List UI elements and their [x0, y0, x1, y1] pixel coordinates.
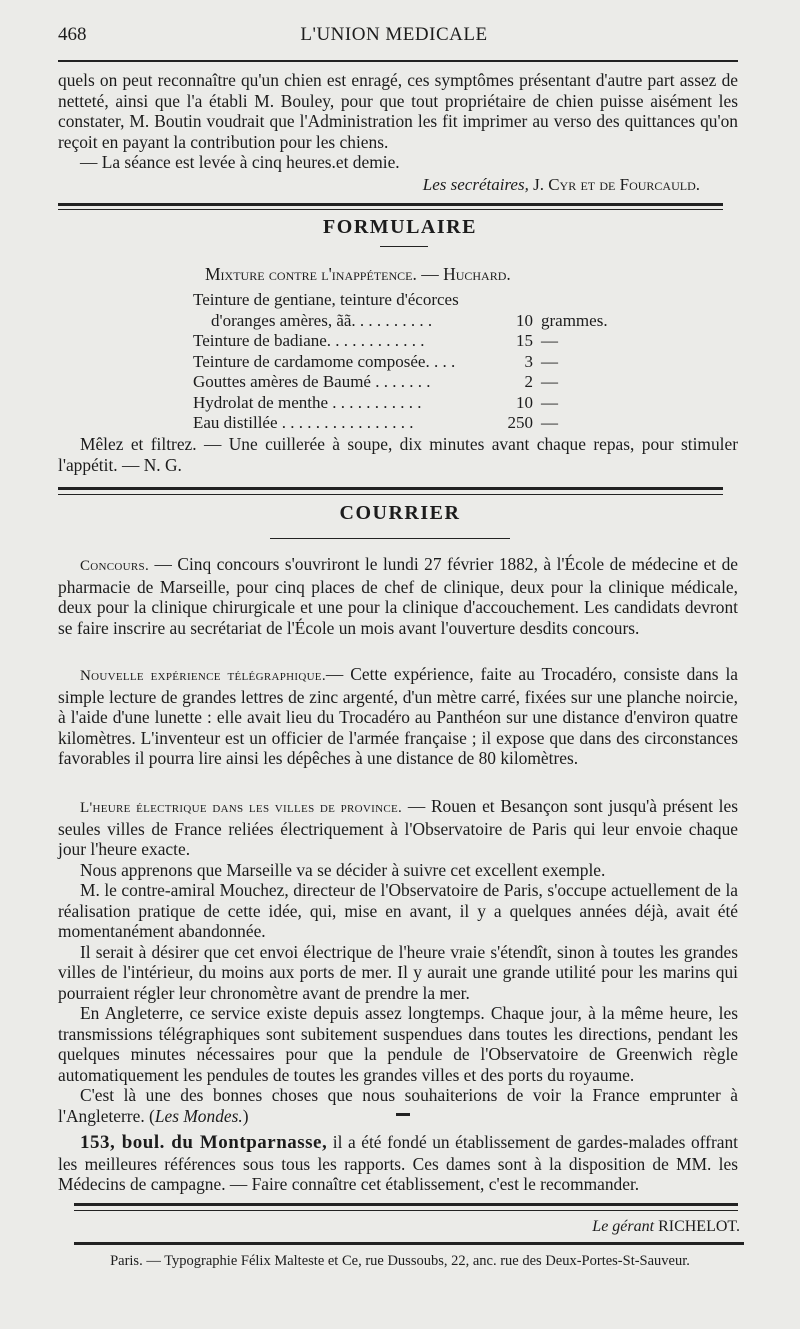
- page-header: [58, 24, 730, 54]
- ingredient-name: Eau distillée . . . . . . . . . . . . . . . .: [193, 413, 414, 432]
- courrier-title: COURRIER: [339, 502, 461, 524]
- ingredient-quantity: 10: [516, 310, 533, 330]
- concours-text: — Cinq concours s'ouvriront le lundi 27 février 1882, à l'École de médecine et de pharmacie de Marseille, pour cinq places de chef de clinique, deux pour la clinique médicale, deux pour la clinique chirurgicale et une pour la clinique d'accouchement. Les candidats devront se faire inscrire au secrétariat de l'École un mois avant l'ouverture desdits concours.: [58, 554, 738, 638]
- page-number: 468: [58, 24, 87, 45]
- ingredient-quantity: 10: [516, 392, 533, 412]
- running-title: L'UNION MEDICALE: [300, 24, 488, 45]
- header-rule: [58, 60, 738, 62]
- intro-section: [58, 70, 738, 173]
- gerant-label: Le gérant: [592, 1218, 655, 1235]
- ingredient-name: Gouttes amères de Baumé . . . . . . .: [193, 372, 431, 391]
- section-rule-thin: [58, 494, 723, 495]
- concours-lead: Concours.: [80, 558, 150, 574]
- paragraph-mouchez: M. le contre-amiral Mouchez, directeur de l'Observatoire de Paris, s'occupe actuellement de la réalisation pratique de cette idée, qui, mise en avant, il y a quelques années déjà, avait été momentanément abandonnée.: [58, 880, 738, 941]
- section-rule-thick: [58, 203, 723, 206]
- signature-names: J. Cyr et de Fourcauld.: [533, 175, 700, 194]
- gerant-signature: [592, 1218, 740, 1236]
- ingredient-unit: —: [541, 413, 558, 432]
- ingredient-quantity: 250: [507, 413, 533, 432]
- separator-dash: [396, 1113, 410, 1116]
- paragraph-souhait: C'est là une des bonnes choses que nous souhaiterions de voir la France emprunter à l'Angleterre. (: [58, 1085, 738, 1126]
- ingredient-unit: —: [541, 351, 558, 371]
- section-rule-thin: [58, 209, 723, 210]
- ingredient-name: d'oranges amères, ãã. . . . . . . . . .: [211, 310, 433, 330]
- courrier-title-underline: [270, 538, 510, 539]
- paragraph-angleterre: En Angleterre, ce service existe depuis assez longtemps. Chaque jour, à la même heure, les transmissions télégraphiques sont subitement suspendues dans toutes les directions, pendant les quelques minutes nécessaires pour que la pendule de l'Observatoire de Greenwich règle automatiquement les pendules de toutes les grandes villes et des ports du royaume.: [58, 1003, 738, 1085]
- footer-rule-thin: [74, 1210, 738, 1211]
- ingredient-row: [193, 393, 613, 414]
- formulaire-title-underline: [380, 246, 428, 247]
- secretaries-signature: [423, 175, 700, 195]
- ingredient-row: [193, 372, 613, 393]
- experience-text: — Cette expérience, faite au Trocadéro, consiste dans la simple lecture de grandes lettres de zinc argenté, d'un mètre carré, fixées sur une planche noircie, à l'aide d'une lunette : elle avait lieu du Trocadéro au Panthéon sur une distance d'environ quatre kilomètres. L'inventeur est un officier de l'armée française ; il expose que dans des circonstances favorables il pourra lire ainsi les dépêches à une distance de 80 kilomètres.: [58, 664, 738, 768]
- courrier-concours: [58, 554, 738, 638]
- imprint-rule: [74, 1242, 744, 1245]
- signature-label: Les secrétaires,: [422, 175, 529, 194]
- gerant-name: RICHELOT.: [658, 1218, 740, 1235]
- ingredient-name: Teinture de badiane. . . . . . . . . . . .: [193, 331, 425, 350]
- ingredient-row: [193, 311, 613, 332]
- heure-lead: L'heure électrique dans les villes de province.: [80, 800, 403, 816]
- ingredient-row: [193, 413, 613, 434]
- session-closing: — La séance est levée à cinq heures.et demie.: [80, 152, 400, 172]
- experience-lead: Nouvelle expérience télégraphique.: [80, 668, 326, 684]
- ingredient-list: [193, 290, 613, 434]
- recipe-title: Mixture contre l'inappétence. — Huchard.: [205, 264, 511, 284]
- annonce-text: il a été fondé un établissement de gardes-malades offrant les meilleures références sous tous les rapports. Ces dames sont à la disposition de MM. les Médecins de campagne. — Faire connaître cet établissement, c'est le recommander.: [58, 1132, 738, 1194]
- ingredient-name: Teinture de cardamome composée. . . .: [193, 351, 456, 371]
- paragraph-desirer: Il serait à désirer que cet envoi électrique de l'heure vraie s'étendît, sinon à toutes les grandes villes de l'intérieur, du moins aux ports de mer. Il y aurait une grande utilité pour les marins qui pourraient régler leur chronomètre avant de prendre la mer.: [58, 941, 738, 1003]
- annonce-lead: 153, boul. du Montparnasse,: [80, 1132, 328, 1153]
- ingredient-unit: —: [541, 372, 558, 391]
- ingredient-name: Hydrolat de menthe . . . . . . . . . . .: [193, 392, 422, 412]
- ingredient-quantity: 3: [524, 351, 533, 371]
- intro-paragraph: quels on peut reconnaître qu'un chien est enragé, ces symptômes présentant d'autre part assez de netteté, ainsi que l'a établi M. Bouley, pour que tout propriétaire de chien puisse aisément les constater, M. Boutin voudrait que l'Administration les fit imprimer au verso des quittances qu'on reçoit en payant la contribution pour les chiens.: [58, 70, 738, 152]
- ingredient-unit: —: [541, 392, 558, 412]
- printer-imprint: Paris. — Typographie Félix Malteste et Ce, rue Dussoubs, 22, anc. rue des Deux-Portes-St-Sauveur.: [110, 1253, 690, 1269]
- formulaire-title: FORMULAIRE: [323, 216, 477, 238]
- recipe-instructions: Mêlez et filtrez. — Une cuillerée à soupe, dix minutes avant chaque repas, pour stimuler l'appétit. — N. G.: [58, 434, 738, 475]
- recipe-instructions-block: [58, 434, 738, 475]
- ingredient-quantity: 2: [524, 372, 533, 391]
- ingredient-name: Teinture de gentiane, teinture d'écorces: [193, 290, 459, 309]
- annonce-block: [58, 1132, 738, 1195]
- ingredient-row: [193, 352, 613, 373]
- section-rule-thick: [58, 487, 723, 490]
- footer-rule-thick: [74, 1203, 738, 1206]
- courrier-heure: L'heure électrique dans les villes de province. — Rouen et Besançon sont jusqu'à présent les seules villes de France reliées électriquement à l'Observatoire de Paris qui leur envoie chaque jour l'heure exacte. Nous apprenons que Marseille va se décider à suivre cet excellent exemple. M. le contre-amiral Mouchez, directeur de l'Observatoire de Paris, s'occupe actuellement de la réalisation pratique de cette idée, qui, mise en avant, il y a quelques années déjà, avait été momentanément abandonnée. Il serait à désirer que cet envoi électrique de l'heure vraie s'étendît, sinon à toutes les grandes villes de l'intérieur, du moins aux ports de mer. Il y aurait une grande utilité pour les marins qui pourraient régler leur chronomètre avant de prendre la mer. En Angleterre, ce service existe depuis assez longtemps. Chaque jour, à la même heure, les transmissions télégraphiques sont subitement suspendues dans toutes les directions, pendant les quelques minutes nécessaires pour que la pendule de l'Observatoire de Greenwich règle automatiquement les pendules de toutes les grandes villes et des ports du royaume. C'est là une des bonnes choses que nous souhaiterions de voir la France emprunter à l'Angleterre. (Les Mondes.): [58, 796, 738, 1126]
- ingredient-row: [193, 331, 613, 352]
- heure-text: — Rouen et Besançon sont jusqu'à présent les seules villes de France reliées électriquement à l'Observatoire de Paris qui leur envoie chaque jour l'heure exacte.: [58, 796, 738, 859]
- courrier-experience: [58, 664, 738, 769]
- ingredient-unit: grammes.: [541, 310, 608, 330]
- paragraph-marseille: Nous apprenons que Marseille va se décider à suivre cet excellent exemple.: [80, 859, 606, 880]
- ingredient-unit: —: [541, 331, 558, 350]
- source-citation: Les Mondes.: [154, 1105, 243, 1126]
- ingredient-quantity: 15: [516, 331, 533, 350]
- ingredient-row: [193, 290, 613, 311]
